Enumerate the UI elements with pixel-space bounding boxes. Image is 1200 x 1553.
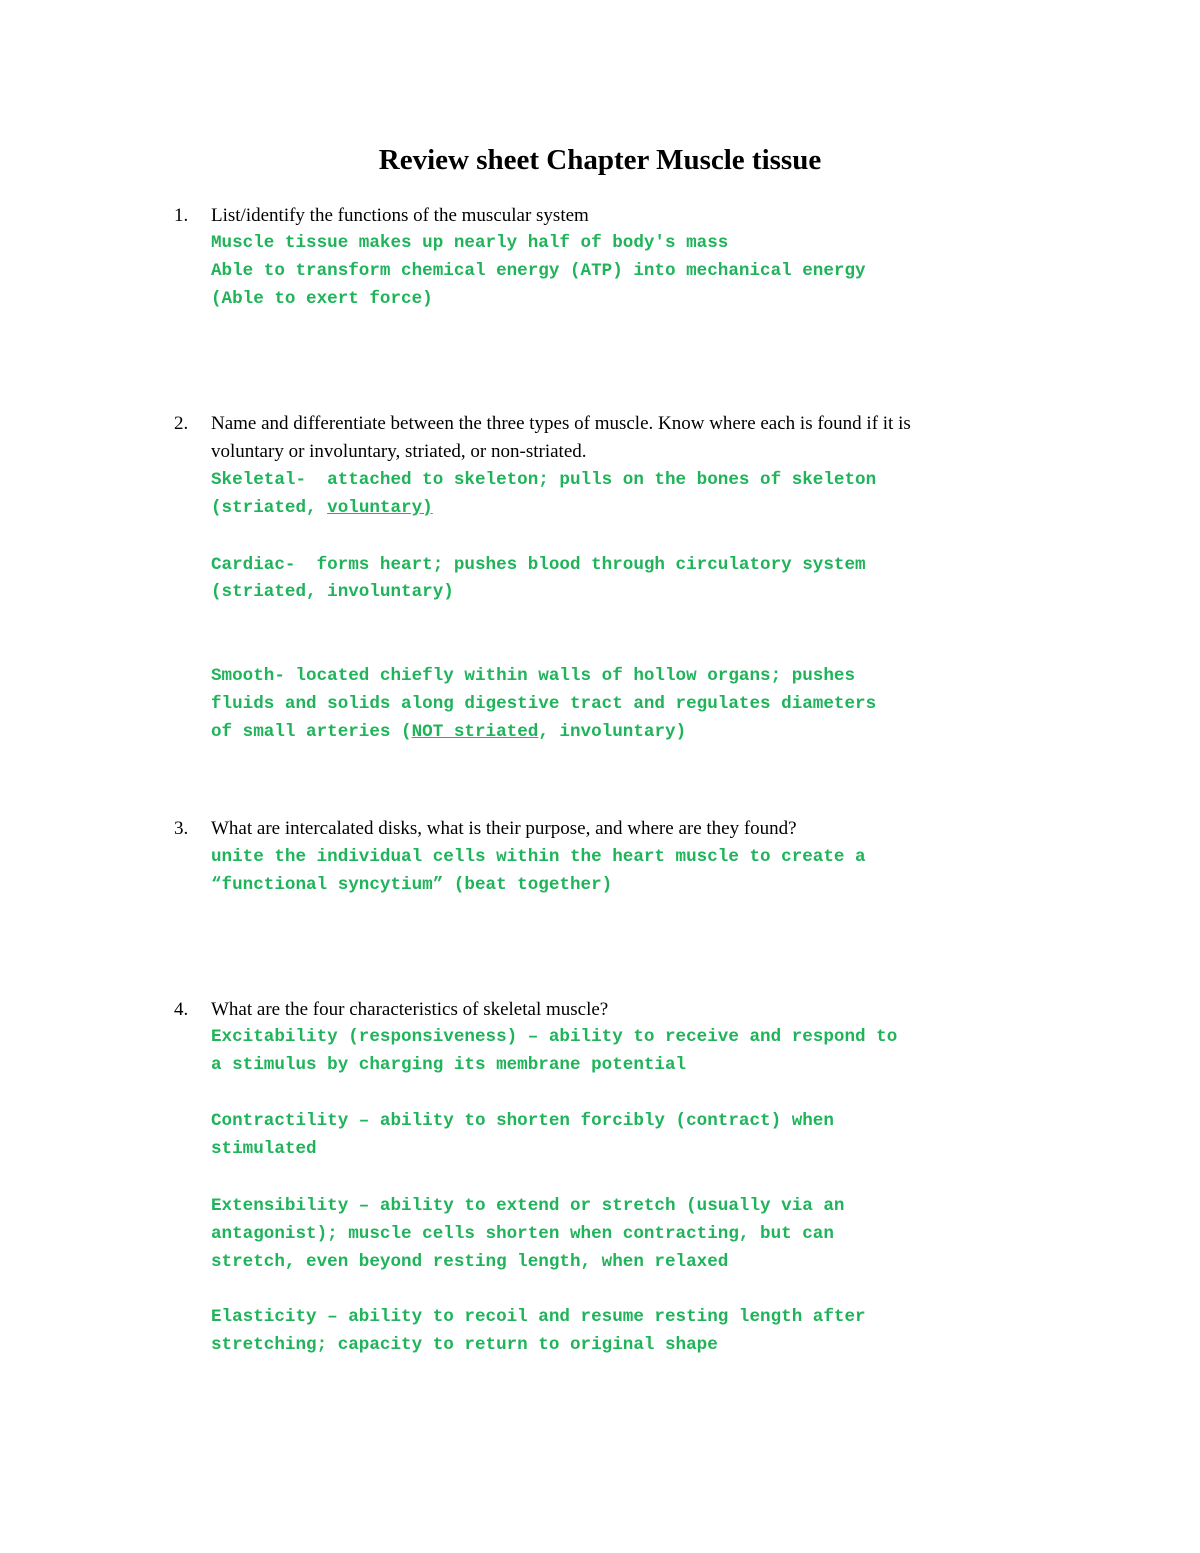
- question-2-number: 2.: [174, 413, 189, 434]
- answer-2-skeletal-striated: (striated,: [211, 498, 328, 518]
- answer-3-line-1: unite the individual cells within the heart muscle to create a: [211, 847, 866, 867]
- question-3-text: What are intercalated disks, what is their purpose, and where are they found?: [211, 818, 797, 839]
- answer-4-extensibility-line-1: Extensibility – ability to extend or stretch (usually via an: [211, 1196, 845, 1216]
- answer-1-line-3: (Able to exert force): [211, 289, 433, 309]
- question-4-number: 4.: [174, 999, 189, 1020]
- question-3-number: 3.: [174, 818, 189, 839]
- question-2-text-line-1: Name and differentiate between the three types of muscle. Know where each is found if it is: [211, 413, 911, 434]
- answer-2-smooth-line-1: Smooth- located chiefly within walls of hollow organs; pushes: [211, 666, 856, 686]
- question-1-text: List/identify the functions of the muscular system: [211, 205, 589, 226]
- answer-3-line-2: “functional syncytium” (beat together): [211, 875, 613, 895]
- question-4-text: What are the four characteristics of skeletal muscle?: [211, 999, 609, 1020]
- answer-2-smooth-arteries: of small arteries (: [211, 722, 412, 742]
- answer-2-cardiac-line-1: Cardiac- forms heart; pushes blood through circulatory system: [211, 555, 866, 575]
- answer-2-cardiac-line-2: (striated, involuntary): [211, 582, 454, 602]
- answer-2-skeletal-line-2: [211, 494, 433, 522]
- answer-4-contractility-line-2: stimulated: [211, 1139, 317, 1159]
- answer-2-skeletal-line-1: Skeletal- attached to skeleton; pulls on the bones of skeleton: [211, 470, 877, 490]
- answer-1-line-1: Muscle tissue makes up nearly half of body's mass: [211, 233, 729, 253]
- answer-1-line-2: Able to transform chemical energy (ATP) into mechanical energy: [211, 261, 866, 281]
- answer-4-elasticity-line-2: stretching; capacity to return to original shape: [211, 1335, 718, 1355]
- answer-4-excitability-line-2: a stimulus by charging its membrane potential: [211, 1055, 687, 1075]
- answer-2-skeletal-voluntary: voluntary): [327, 498, 433, 518]
- answer-2-smooth-involuntary: , involuntary): [538, 722, 687, 742]
- answer-4-contractility-line-1: Contractility – ability to shorten forcibly (contract) when: [211, 1111, 834, 1131]
- answer-4-excitability-line-1: Excitability (responsiveness) – ability to receive and respond to: [211, 1027, 898, 1047]
- question-2-text-line-2: voluntary or involuntary, striated, or non-striated.: [211, 441, 587, 462]
- answer-4-elasticity-line-1: Elasticity – ability to recoil and resume resting length after: [211, 1307, 866, 1327]
- answer-4-extensibility-line-3: stretch, even beyond resting length, when relaxed: [211, 1252, 729, 1272]
- answer-2-smooth-line-3: [211, 718, 686, 746]
- question-1-number: 1.: [174, 205, 189, 226]
- answer-2-smooth-not-striated: NOT striated: [411, 722, 539, 742]
- answer-4-extensibility-line-2: antagonist); muscle cells shorten when contracting, but can: [211, 1224, 834, 1244]
- page-title: Review sheet Chapter Muscle tissue: [378, 144, 822, 176]
- answer-2-smooth-line-2: fluids and solids along digestive tract and regulates diameters: [211, 694, 877, 714]
